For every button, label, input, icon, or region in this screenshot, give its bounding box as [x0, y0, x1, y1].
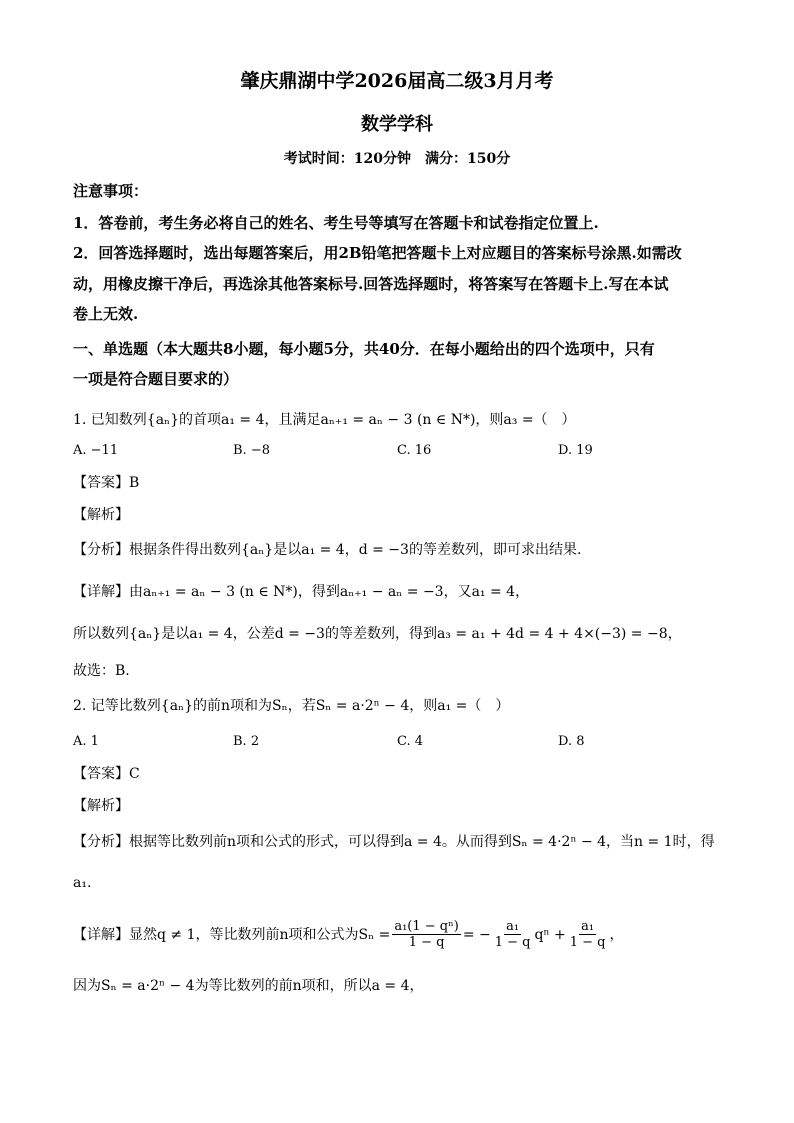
question-1-analysis-label: 【解析】: [73, 507, 129, 523]
section-heading-line-1: 一、单选题（本大题共8小题，每小题5分，共40分．在每小题给出的四个选项中，只有: [73, 340, 655, 358]
constant-fraction: [568, 919, 608, 950]
note-item-2-line-2: 动，用橡皮擦干净后，再选涂其他答案标号.回答选择题时，将答案写在答题卡上.写在本试: [73, 275, 669, 293]
question-1-detail: 【详解】由aₙ₊₁ = aₙ − 3 (n ∈ N*)，得到aₙ₊₁ − aₙ = −3，又a₁ = 4，: [73, 584, 530, 600]
subject-title: 数学学科: [361, 114, 433, 135]
question-1-detail-2: 所以数列{aₙ}是以a₁ = 4，公差d = −3的等差数列，得到a₃ = a₁ + 4d = 4 + 4×(−3) = −8，: [73, 626, 682, 642]
question-2-option-a: A. 1: [73, 734, 99, 749]
exam-title: 肇庆鼎湖中学2026届高二级3月月考: [240, 70, 554, 92]
note-item-2-line-1: 2．回答选择题时，选出每题答案后，用2B铅笔把答题卡上对应题目的答案标号涂黑.如需改: [73, 244, 682, 262]
section-heading-line-2: 一项是符合题目要求的）: [73, 370, 239, 388]
sum-formula-numerator: a₁(1 − qⁿ): [394, 919, 459, 934]
question-2-last-line: 因为Sₙ = a·2ⁿ − 4为等比数列的前n项和，所以a = 4，: [73, 978, 424, 994]
sum-formula-fraction: [392, 919, 460, 950]
question-2-detail-prefix: 【详解】显然q ≠ 1，等比数列前n项和公式为Sₙ =: [73, 926, 391, 943]
note-item-2-line-3: 卷上无效.: [73, 305, 139, 323]
coefficient-fraction: [493, 919, 533, 950]
sum-formula-denominator: 1 − q: [408, 935, 445, 950]
question-1-conclusion: 故选：B.: [73, 663, 130, 679]
question-2-option-b: B. 2: [233, 734, 260, 749]
question-2-answer: 【答案】C: [73, 766, 140, 782]
question-1-stem: 1. 已知数列{aₙ}的首项a₁ = 4，且满足aₙ₊₁ = aₙ − 3 (n ∈ N*)，则a₃ =（ ）: [73, 412, 576, 428]
power-term: qⁿ +: [534, 926, 566, 943]
question-2-option-c: C. 4: [397, 734, 424, 749]
constant-denominator: 1 − q: [569, 935, 606, 950]
sum-formula-equals: = −: [462, 926, 491, 943]
question-1-option-c: C. 16: [397, 443, 432, 458]
question-2-option-d: D. 8: [558, 734, 585, 749]
question-2-fenxi-line-2: a₁.: [73, 875, 92, 891]
constant-numerator: a₁: [581, 919, 595, 934]
question-1-fenxi: 【分析】根据条件得出数列{aₙ}是以a₁ = 4，d = −3的等差数列，即可求出结果.: [73, 542, 582, 558]
question-2-stem: 2. 记等比数列{aₙ}的前n项和为Sₙ，若Sₙ = a·2ⁿ − 4，则a₁ =（ ）: [73, 698, 510, 714]
question-2-fenxi-line-1: 【分析】根据等比数列前n项和公式的形式，可以得到a = 4。从而得到Sₙ = 4·2ⁿ − 4，当n = 1时，得: [73, 834, 715, 850]
question-1-answer: 【答案】B: [73, 475, 140, 491]
coefficient-denominator: 1 − q: [494, 935, 531, 950]
exam-info: 考试时间：120分钟 满分：150分: [283, 151, 511, 167]
question-1-option-b: B. −8: [233, 443, 270, 458]
question-2-analysis-label: 【解析】: [73, 798, 129, 814]
notes-heading: 注意事项：: [73, 182, 149, 200]
question-1-option-a: A. −11: [73, 443, 119, 458]
question-2-detail-suffix: ，: [609, 926, 624, 943]
question-2-detail: [73, 919, 623, 950]
note-item-1: 1．答卷前，考生务必将自己的姓名、考生号等填写在答题卡和试卷指定位置上.: [73, 214, 599, 232]
question-1-option-d: D. 19: [558, 443, 593, 458]
coefficient-numerator: a₁: [506, 919, 520, 934]
